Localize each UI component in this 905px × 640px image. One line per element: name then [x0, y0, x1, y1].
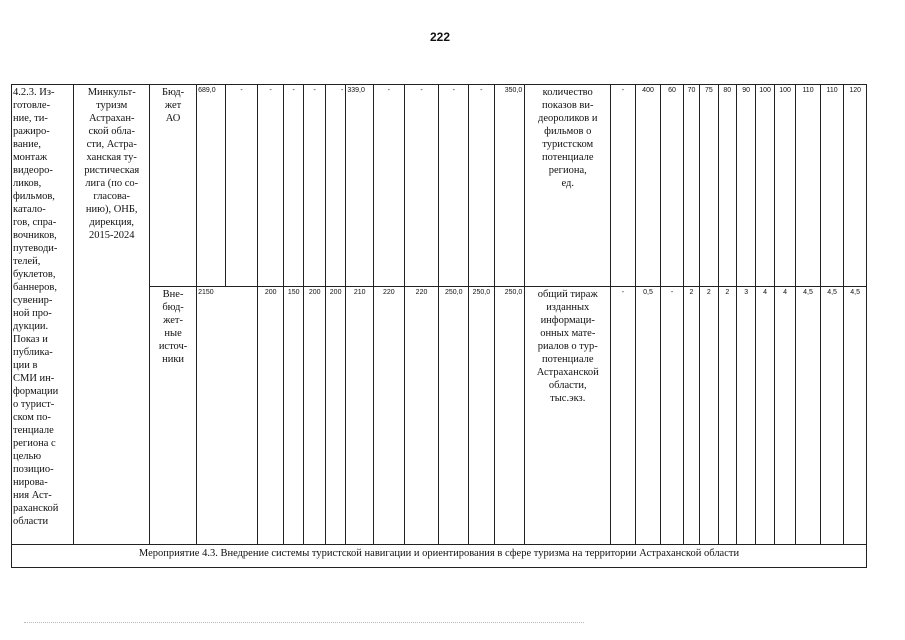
value-cell: 4 [774, 287, 795, 545]
funding-cell: 2150 [197, 287, 258, 545]
funding-cell: 689,0 [197, 85, 226, 287]
funding-cell: 200 [258, 287, 284, 545]
funding-cell: - [404, 85, 439, 287]
funding-cell: - [373, 85, 404, 287]
event-row [12, 545, 867, 568]
program-table [11, 84, 867, 568]
value-cell: 4,5 [820, 287, 844, 545]
value-cell: 70 [683, 85, 699, 287]
funding-cell: 210 [346, 287, 374, 545]
funding-cell: 250,0 [469, 287, 495, 545]
value-cell: 400 [635, 85, 661, 287]
value-cell: 100 [774, 85, 795, 287]
funding-cell: 250,0 [494, 287, 525, 545]
value-cell: 90 [736, 85, 755, 287]
value-cell: 4 [756, 287, 774, 545]
value-cell: 120 [844, 85, 867, 287]
value-cell: 100 [756, 85, 774, 287]
indicator-cell: общий тираж изданных информаци- онных мате- риалов о тур- потенциале Астраханской области, тыс.экз. [525, 287, 611, 545]
funding-source: Вне- бюд- жет- ные источ- ники [150, 287, 197, 545]
funding-cell: 200 [325, 287, 345, 545]
value-cell: 80 [718, 85, 736, 287]
value-cell: 2 [718, 287, 736, 545]
funding-cell: - [469, 85, 495, 287]
indicator-cell: количество показов ви- деороликов и фильмов о туристском потенциале региона, ед. [525, 85, 611, 287]
value-cell: - [611, 287, 636, 545]
funding-cell: 150 [283, 287, 303, 545]
task-description: 4.2.3. Из- готовле- ние, ти- ражиро- вание, монтаж видеоро- ликов, фильмов, катало- гов, спра- вочников, путеводи- телей, буклетов, баннеров, сувенир- ной про- дукции. Показ и публика- ции в СМИ ин- формации о турист- ском по- тенциале региона с целью позицио- нирова- ния Аст- раханской области [12, 85, 74, 545]
funding-cell: 220 [373, 287, 404, 545]
value-cell: 75 [700, 85, 718, 287]
funding-cell: 200 [304, 287, 325, 545]
table-row [12, 85, 867, 287]
funding-cell: - [304, 85, 325, 287]
funding-source: Бюд- жет АО [150, 85, 197, 287]
scan-artifact-line [24, 622, 584, 624]
value-cell: - [661, 287, 684, 545]
funding-cell: - [283, 85, 303, 287]
value-cell: - [611, 85, 636, 287]
funding-cell: - [439, 85, 469, 287]
value-cell: 4,5 [844, 287, 867, 545]
value-cell: 2 [683, 287, 699, 545]
value-cell: 60 [661, 85, 684, 287]
event-title: Мероприятие 4.3. Внедрение системы туристской навигации и ориентирования в сфере туризма на территории Астраханской области [12, 545, 867, 568]
funding-cell: 220 [404, 287, 439, 545]
funding-cell: 250,0 [439, 287, 469, 545]
funding-cell: 350,0 [494, 85, 525, 287]
funding-cell: - [225, 85, 258, 287]
value-cell: 3 [736, 287, 755, 545]
value-cell: 2 [700, 287, 718, 545]
value-cell: 0,5 [635, 287, 661, 545]
executor-cell: Минкульт- туризм Астрахан- ской обла- сти, Астра- ханская ту- ристическая лига (по со- гласова- нию), ОНБ, дирекция, 2015-2024 [74, 85, 150, 545]
value-cell: 110 [820, 85, 844, 287]
value-cell: 4,5 [796, 287, 821, 545]
value-cell: 110 [796, 85, 821, 287]
funding-cell: - [325, 85, 345, 287]
funding-cell: - [258, 85, 284, 287]
page-number: 222 [429, 30, 451, 44]
funding-cell: 339,0 [346, 85, 374, 287]
